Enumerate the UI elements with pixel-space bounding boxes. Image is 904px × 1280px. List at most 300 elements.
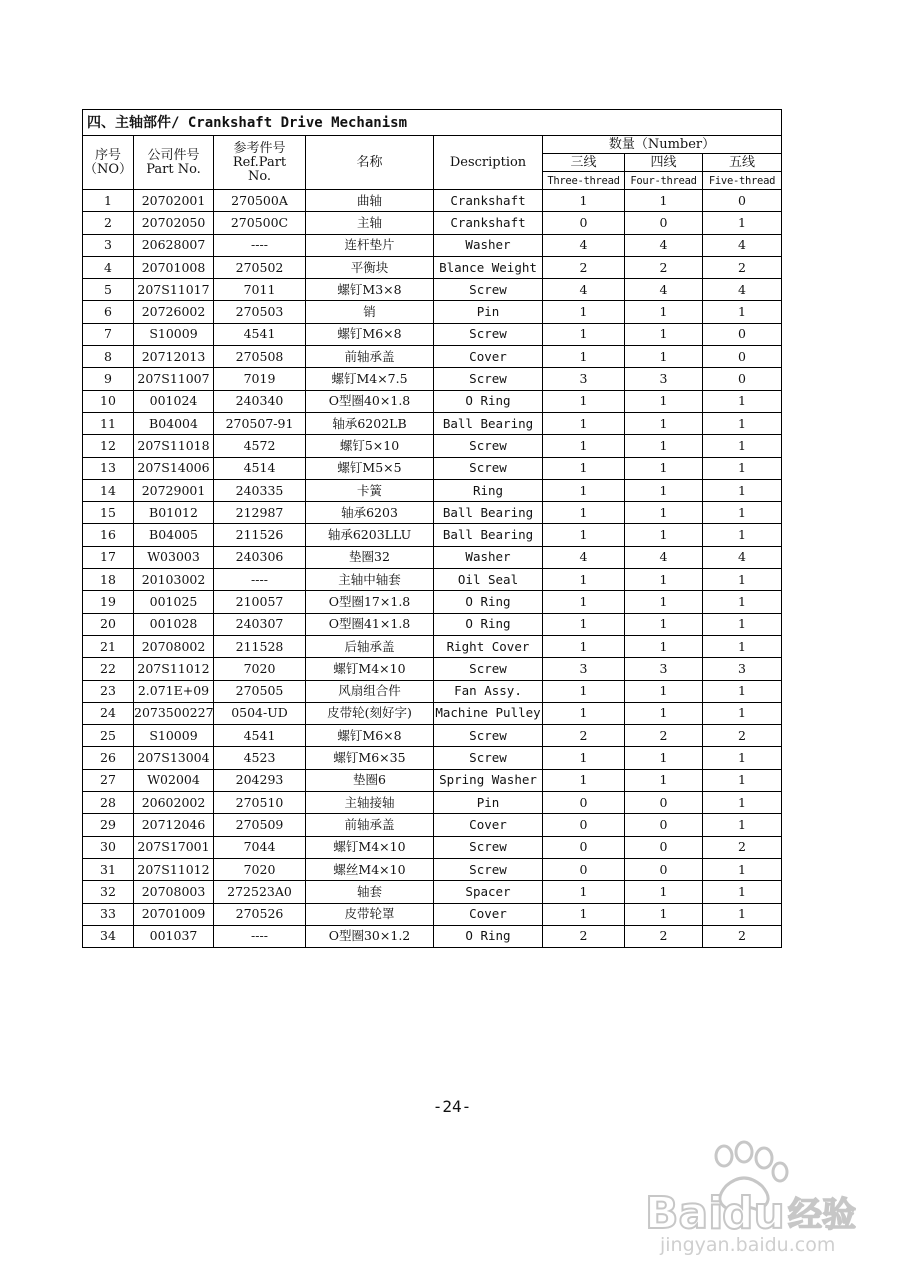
cell-ref-part: 4541 [214,725,306,747]
table-row [83,457,782,479]
table-row [83,524,782,546]
cell-name: 后轴承盖 [306,635,434,657]
cell-part-no: 207S11018 [134,435,214,457]
cell-qty-five: 1 [703,412,782,434]
cell-qty-five: 1 [703,702,782,724]
cell-ref-part: 212987 [214,502,306,524]
cell-part-no: 207S13004 [134,747,214,769]
cell-part-no: B01012 [134,502,214,524]
header-three-thread: 三线 [543,154,625,172]
cell-qty-five: 1 [703,858,782,880]
cell-qty-four: 1 [625,390,703,412]
cell-part-no: 207S14006 [134,457,214,479]
cell-name: 连杆垫片 [306,234,434,256]
cell-name: O型圈17×1.8 [306,591,434,613]
cell-name: 螺钉5×10 [306,435,434,457]
header-ref-part [214,136,306,190]
cell-qty-three: 0 [543,212,625,234]
cell-no: 11 [83,412,134,434]
cell-qty-five: 1 [703,524,782,546]
cell-description: Screw [434,747,543,769]
cell-ref-part: 4514 [214,457,306,479]
cell-name: 螺钉M4×7.5 [306,368,434,390]
cell-ref-part: ---- [214,925,306,947]
cell-ref-part: 270505 [214,680,306,702]
cell-description: Screw [434,725,543,747]
cell-no: 15 [83,502,134,524]
cell-no: 23 [83,680,134,702]
cell-description: Crankshaft [434,212,543,234]
cell-qty-three: 1 [543,412,625,434]
table-row [83,301,782,323]
cell-description: Screw [434,368,543,390]
cell-ref-part: 270500A [214,190,306,212]
cell-qty-four: 1 [625,346,703,368]
cell-qty-four: 1 [625,502,703,524]
cell-qty-five: 4 [703,546,782,568]
table-row [83,635,782,657]
cell-no: 5 [83,279,134,301]
cell-name: 垫圈6 [306,769,434,791]
cell-qty-four: 1 [625,635,703,657]
table-row [83,502,782,524]
cell-ref-part: 270509 [214,814,306,836]
cell-ref-part: 7011 [214,279,306,301]
header-no-en: （NO） [83,161,133,177]
header-name: 名称 [306,136,434,190]
table-row [83,279,782,301]
cell-name: 卡簧 [306,479,434,501]
cell-part-no: 207S11017 [134,279,214,301]
cell-part-no: S10009 [134,323,214,345]
cell-description: Ring [434,479,543,501]
cell-part-no: 20628007 [134,234,214,256]
cell-description: Pin [434,792,543,814]
cell-qty-four: 0 [625,792,703,814]
cell-description: Screw [434,858,543,880]
cell-part-no: 20702001 [134,190,214,212]
cell-qty-five: 2 [703,836,782,858]
cell-name: 风扇组合件 [306,680,434,702]
cell-description: Cover [434,903,543,925]
table-row [83,190,782,212]
cell-qty-five: 0 [703,323,782,345]
table-row [83,435,782,457]
cell-qty-three: 1 [543,635,625,657]
cell-qty-four: 1 [625,747,703,769]
header-three-thread-en: Three-thread [543,172,625,190]
cell-qty-five: 2 [703,925,782,947]
cell-no: 12 [83,435,134,457]
cell-qty-three: 1 [543,435,625,457]
cell-ref-part: 0504-UD [214,702,306,724]
cell-qty-five: 0 [703,368,782,390]
table-row [83,769,782,791]
cell-description: Washer [434,234,543,256]
header-quantity: 数量（Number） [543,136,782,154]
cell-description: O Ring [434,591,543,613]
cell-qty-four: 1 [625,591,703,613]
cell-name: O型圈30×1.2 [306,925,434,947]
cell-part-no: 20712046 [134,814,214,836]
cell-ref-part: 7019 [214,368,306,390]
cell-qty-three: 1 [543,680,625,702]
table-row [83,212,782,234]
cell-description: Fan Assy. [434,680,543,702]
cell-part-no: B04004 [134,412,214,434]
header-ref-part-no: No. [247,168,272,184]
cell-qty-five: 1 [703,613,782,635]
cell-qty-three: 3 [543,368,625,390]
section-title: 四、主轴部件/ Crankshaft Drive Mechanism [83,110,782,136]
cell-qty-three: 2 [543,256,625,278]
cell-part-no: 001025 [134,591,214,613]
cell-name: 螺钉M3×8 [306,279,434,301]
cell-qty-four: 1 [625,190,703,212]
cell-ref-part: 270510 [214,792,306,814]
header-part-no-cn: 公司件号 [147,147,200,163]
table-row [83,658,782,680]
cell-name: 平衡块 [306,256,434,278]
cell-qty-five: 0 [703,346,782,368]
cell-name: 轴承6202LB [306,412,434,434]
cell-qty-three: 1 [543,301,625,323]
cell-description: O Ring [434,925,543,947]
cell-qty-four: 0 [625,858,703,880]
cell-qty-three: 4 [543,234,625,256]
cell-name: 螺钉M4×10 [306,836,434,858]
cell-qty-four: 1 [625,702,703,724]
cell-description: Oil Seal [434,569,543,591]
table-row [83,546,782,568]
cell-no: 3 [83,234,134,256]
cell-no: 18 [83,569,134,591]
cell-ref-part: 270508 [214,346,306,368]
cell-qty-three: 0 [543,814,625,836]
cell-qty-five: 1 [703,769,782,791]
cell-description: Screw [434,435,543,457]
cell-name: 主轴中轴套 [306,569,434,591]
cell-qty-four: 1 [625,680,703,702]
cell-name: 曲轴 [306,190,434,212]
cell-ref-part: ---- [214,234,306,256]
page-number: -24- [432,1097,472,1116]
table-row [83,680,782,702]
cell-description: Screw [434,323,543,345]
table-row [83,234,782,256]
cell-ref-part: 270502 [214,256,306,278]
cell-no: 27 [83,769,134,791]
cell-ref-part: 210057 [214,591,306,613]
cell-qty-three: 1 [543,346,625,368]
cell-qty-four: 1 [625,323,703,345]
cell-qty-four: 2 [625,925,703,947]
table-row [83,747,782,769]
cell-qty-three: 1 [543,524,625,546]
cell-no: 29 [83,814,134,836]
cell-part-no: 20712013 [134,346,214,368]
cell-name: 前轴承盖 [306,346,434,368]
cell-qty-five: 4 [703,234,782,256]
cell-qty-three: 2 [543,925,625,947]
header-four-thread: 四线 [625,154,703,172]
cell-qty-five: 1 [703,881,782,903]
cell-name: O型圈40×1.8 [306,390,434,412]
table-row [83,792,782,814]
cell-no: 32 [83,881,134,903]
cell-no: 6 [83,301,134,323]
cell-part-no: 20708002 [134,635,214,657]
cell-qty-three: 1 [543,323,625,345]
cell-qty-four: 0 [625,212,703,234]
cell-no: 19 [83,591,134,613]
header-no-cn: 序号 [94,147,121,163]
cell-part-no: 207S11007 [134,368,214,390]
cell-no: 14 [83,479,134,501]
cell-qty-four: 3 [625,658,703,680]
cell-qty-four: 1 [625,903,703,925]
cell-qty-five: 1 [703,680,782,702]
table-row [83,591,782,613]
cell-name: 螺钉M6×35 [306,747,434,769]
cell-qty-four: 1 [625,769,703,791]
cell-part-no: 20702050 [134,212,214,234]
cell-qty-five: 1 [703,457,782,479]
cell-no: 20 [83,613,134,635]
cell-ref-part: 7020 [214,858,306,880]
cell-part-no: 2073500227 [134,702,214,724]
cell-ref-part: 4541 [214,323,306,345]
cell-ref-part: ---- [214,569,306,591]
cell-ref-part: 270503 [214,301,306,323]
cell-ref-part: 240306 [214,546,306,568]
cell-description: Washer [434,546,543,568]
cell-part-no: 20701009 [134,903,214,925]
cell-qty-five: 1 [703,814,782,836]
table-row [83,858,782,880]
cell-qty-five: 1 [703,903,782,925]
cell-part-no: 20602002 [134,792,214,814]
cell-description: Screw [434,658,543,680]
cell-qty-five: 1 [703,635,782,657]
cell-qty-three: 0 [543,836,625,858]
cell-qty-five: 1 [703,301,782,323]
cell-no: 4 [83,256,134,278]
table-row [83,256,782,278]
table-row [83,412,782,434]
table-row [83,569,782,591]
table-body [83,190,782,948]
cell-name: 螺钉M6×8 [306,725,434,747]
cell-qty-four: 4 [625,546,703,568]
cell-ref-part: 240335 [214,479,306,501]
table-row [83,613,782,635]
cell-qty-three: 1 [543,190,625,212]
cell-description: Screw [434,836,543,858]
cell-description: Cover [434,814,543,836]
cell-no: 34 [83,925,134,947]
cell-no: 21 [83,635,134,657]
cell-no: 8 [83,346,134,368]
cell-ref-part: 270507-91 [214,412,306,434]
cell-ref-part: 270526 [214,903,306,925]
cell-ref-part: 7020 [214,658,306,680]
cell-description: Blance Weight [434,256,543,278]
cell-qty-three: 0 [543,792,625,814]
table-row [83,903,782,925]
cell-ref-part: 211526 [214,524,306,546]
cell-part-no: 20103002 [134,569,214,591]
cell-name: 螺钉M6×8 [306,323,434,345]
header-description: Description [434,136,543,190]
cell-part-no: 001028 [134,613,214,635]
cell-description: Spring Washer [434,769,543,791]
cell-qty-four: 1 [625,881,703,903]
header-four-thread-en: Four-thread [625,172,703,190]
cell-ref-part: 4523 [214,747,306,769]
cell-description: Machine Pulley [434,702,543,724]
cell-qty-three: 1 [543,747,625,769]
cell-ref-part: 7044 [214,836,306,858]
cell-no: 10 [83,390,134,412]
cell-qty-three: 1 [543,769,625,791]
cell-qty-five: 3 [703,658,782,680]
cell-description: Ball Bearing [434,524,543,546]
cell-qty-four: 1 [625,435,703,457]
cell-description: Cover [434,346,543,368]
table-row [83,323,782,345]
cell-qty-three: 4 [543,546,625,568]
cell-ref-part: 270500C [214,212,306,234]
cell-ref-part: 240340 [214,390,306,412]
cell-part-no: 207S17001 [134,836,214,858]
svg-text:du: du [722,1188,785,1239]
cell-no: 9 [83,368,134,390]
table-row [83,368,782,390]
cell-qty-four: 1 [625,457,703,479]
cell-qty-five: 1 [703,435,782,457]
table-row [83,346,782,368]
cell-name: 主轴接轴 [306,792,434,814]
cell-qty-three: 1 [543,881,625,903]
header-five-thread: 五线 [703,154,782,172]
svg-text:Bai: Bai [645,1188,724,1239]
table-row [83,390,782,412]
cell-qty-four: 4 [625,279,703,301]
cell-no: 16 [83,524,134,546]
cell-no: 1 [83,190,134,212]
cell-description: O Ring [434,613,543,635]
cell-part-no: 2.071E+09 [134,680,214,702]
cell-qty-five: 1 [703,479,782,501]
cell-qty-three: 1 [543,591,625,613]
cell-ref-part: 211528 [214,635,306,657]
cell-part-no: 207S11012 [134,858,214,880]
cell-qty-three: 4 [543,279,625,301]
cell-description: Screw [434,457,543,479]
cell-qty-three: 1 [543,502,625,524]
cell-part-no: 20701008 [134,256,214,278]
cell-name: 螺丝M4×10 [306,858,434,880]
cell-description: Spacer [434,881,543,903]
cell-qty-five: 2 [703,256,782,278]
cell-part-no: B04005 [134,524,214,546]
cell-name: 螺钉M4×10 [306,658,434,680]
cell-name: 轴承6203LLU [306,524,434,546]
watermark-url: jingyan.baidu.com [660,1234,836,1256]
cell-qty-four: 1 [625,569,703,591]
cell-part-no: W02004 [134,769,214,791]
cell-qty-three: 1 [543,903,625,925]
cell-name: 皮带轮罩 [306,903,434,925]
cell-part-no: 001024 [134,390,214,412]
cell-qty-five: 1 [703,212,782,234]
cell-part-no: 20708003 [134,881,214,903]
header-no [83,136,134,190]
cell-qty-four: 1 [625,412,703,434]
cell-no: 25 [83,725,134,747]
cell-qty-five: 1 [703,792,782,814]
table-row [83,925,782,947]
cell-qty-five: 4 [703,279,782,301]
header-ref-part-cn: 参考件号 [233,140,286,156]
cell-qty-four: 1 [625,301,703,323]
cell-part-no: 20729001 [134,479,214,501]
table-row [83,702,782,724]
svg-text:经验: 经验 [788,1195,856,1235]
cell-qty-three: 1 [543,613,625,635]
cell-name: 螺钉M5×5 [306,457,434,479]
table-row [83,881,782,903]
header-part-no [134,136,214,190]
cell-qty-four: 2 [625,256,703,278]
cell-ref-part: 204293 [214,769,306,791]
cell-ref-part: 4572 [214,435,306,457]
cell-description: Screw [434,279,543,301]
cell-qty-three: 1 [543,702,625,724]
cell-ref-part: 240307 [214,613,306,635]
cell-no: 26 [83,747,134,769]
header-part-no-en: Part No. [146,161,201,177]
cell-no: 2 [83,212,134,234]
cell-no: 30 [83,836,134,858]
cell-qty-four: 1 [625,524,703,546]
cell-qty-five: 2 [703,725,782,747]
cell-qty-four: 1 [625,613,703,635]
cell-part-no: 001037 [134,925,214,947]
cell-no: 17 [83,546,134,568]
cell-qty-three: 2 [543,725,625,747]
cell-part-no: S10009 [134,725,214,747]
cell-part-no: W03003 [134,546,214,568]
cell-no: 33 [83,903,134,925]
cell-description: Ball Bearing [434,502,543,524]
table-row [83,836,782,858]
cell-no: 31 [83,858,134,880]
cell-name: 主轴 [306,212,434,234]
table-row [83,479,782,501]
cell-qty-four: 2 [625,725,703,747]
cell-name: 垫圈32 [306,546,434,568]
cell-part-no: 207S11012 [134,658,214,680]
cell-name: 销 [306,301,434,323]
cell-part-no: 20726002 [134,301,214,323]
cell-qty-five: 1 [703,591,782,613]
header-ref-part-en: Ref.Part [232,154,287,170]
cell-ref-part: 272523A0 [214,881,306,903]
cell-qty-three: 0 [543,858,625,880]
cell-qty-three: 1 [543,457,625,479]
